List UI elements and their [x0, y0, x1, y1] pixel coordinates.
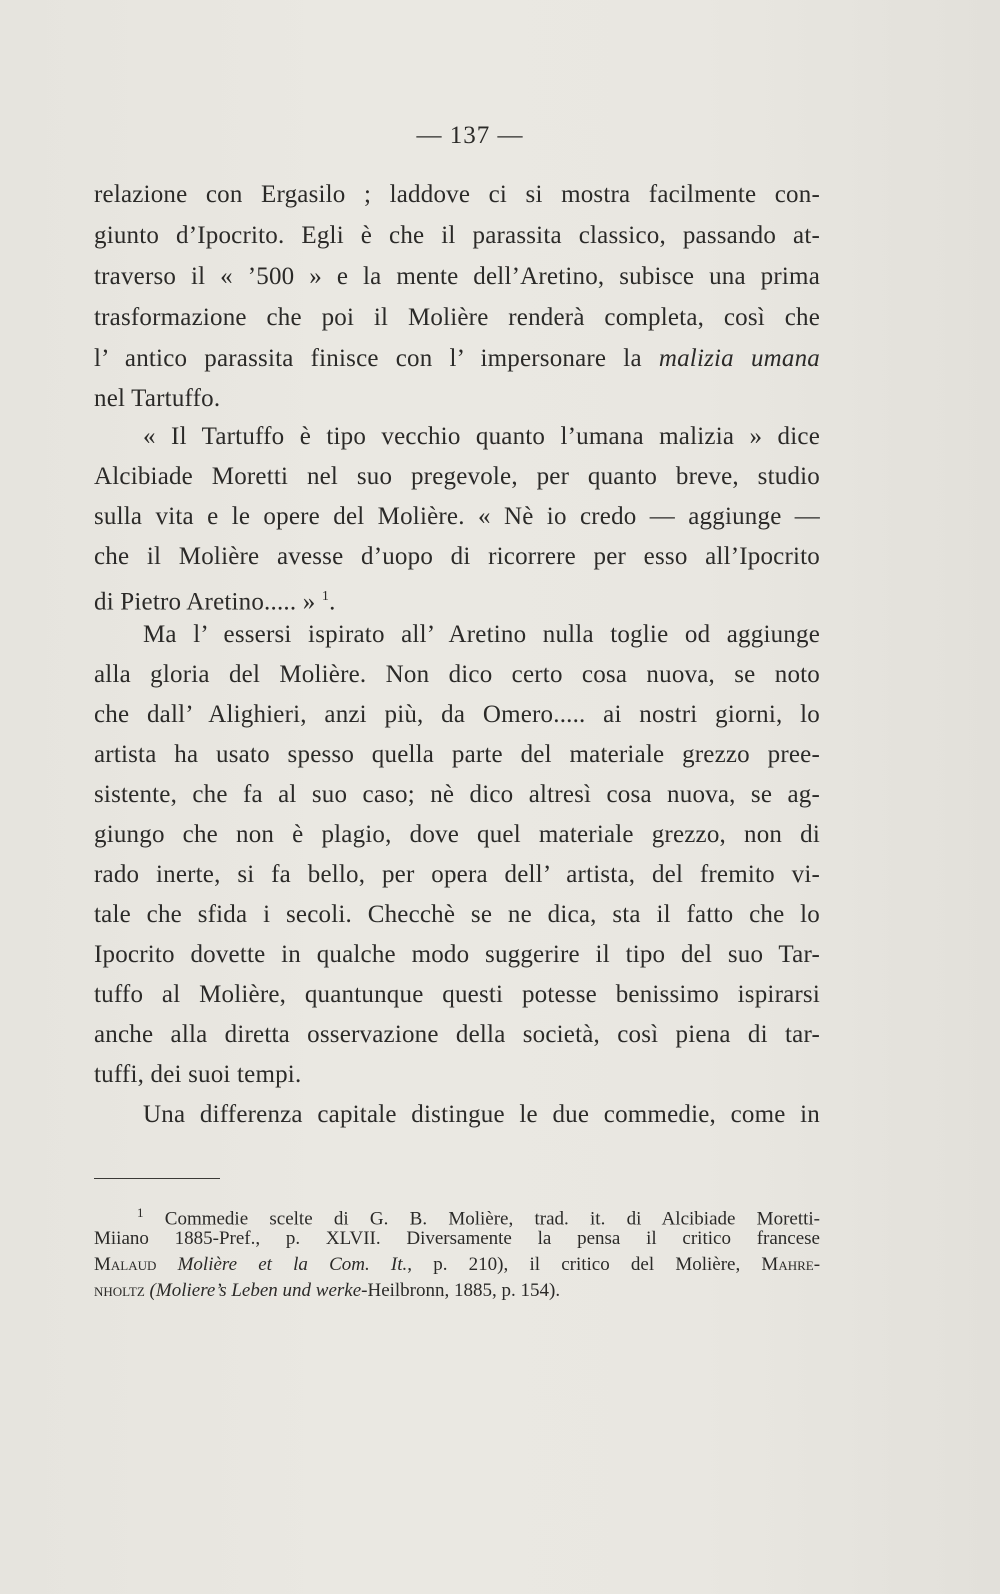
text-line: anche alla diretta osservazione della società, così piena di tar-	[94, 1021, 820, 1048]
author-name: nholtz	[94, 1280, 145, 1301]
footnote-line: Miiano 1885-Pref., p. XLVII. Diversamente la pensa il critico francese	[94, 1228, 820, 1249]
footnote-text: Commedie scelte di G. B. Molière, trad. it. di Alcibiade Moretti-	[164, 1208, 821, 1230]
footnote-line	[94, 1252, 820, 1278]
page-number: — 137 —	[416, 122, 524, 149]
text-line	[94, 582, 820, 617]
text-line: Ipocrito dovette in qualche modo suggerire il tipo del suo Tar-	[94, 941, 820, 968]
text-line	[94, 344, 820, 374]
text-line: relazione con Ergasilo ; laddove ci si mostra facilmente con-	[94, 181, 820, 208]
text-line: Ma l’ essersi ispirato all’ Aretino nulla toglie od aggiunge	[143, 621, 820, 648]
text-line: tuffo al Molière, quantunque questi potesse benissimo ispirarsi	[94, 981, 820, 1008]
text-line: giunto d’Ipocrito. Egli è che il parassita classico, passando at-	[94, 222, 820, 249]
text-line: Alcibiade Moretti nel suo pregevole, per quanto breve, studio	[94, 463, 820, 490]
footnote-line	[94, 1278, 820, 1304]
footnote-rule	[94, 1178, 220, 1179]
text-span: di Pietro Aretino..... »	[94, 588, 316, 616]
text-line: trasformazione che poi il Molière renderà completa, così che	[94, 304, 820, 331]
footnote-ref[interactable]: 1	[321, 589, 330, 604]
text-line: nel Tartuffo.	[94, 385, 221, 412]
text-line: artista ha usato spesso quella parte del materiale grezzo pree-	[94, 741, 820, 768]
text-line: rado inerte, si fa bello, per opera dell’ artista, del fremito vi-	[94, 861, 820, 888]
text-line: tuffi, dei suoi tempi.	[94, 1061, 302, 1088]
text-line: « Il Tartuffo è tipo vecchio quanto l’umana malizia » dice	[143, 423, 820, 450]
text-line: Una differenza capitale distingue le due commedie, come in	[143, 1101, 820, 1128]
text-span: l’ antico parassita finisce con l’ impersonare la	[94, 345, 642, 372]
text-span: .	[329, 588, 336, 616]
text-line: giungo che non è plagio, dove quel materiale grezzo, non di	[94, 821, 820, 848]
footnote-text: , p. 210), il critico del Molière,	[407, 1254, 741, 1275]
text-line: traverso il « ’500 » e la mente dell’Aretino, subisce una prima	[94, 263, 820, 290]
work-title: Molière et la Com. It.	[177, 1254, 408, 1275]
text-line: sistente, che fa al suo caso; nè dico altresì cosa nuova, se ag-	[94, 781, 820, 808]
author-name: Malaud	[94, 1254, 157, 1275]
italic-phrase: malizia umana	[658, 345, 821, 372]
author-name: Mahre-	[761, 1254, 821, 1275]
work-title: (Moliere’s Leben und werke	[149, 1280, 362, 1301]
text-line: che dall’ Alighieri, anzi più, da Omero..... ai nostri giorni, lo	[94, 701, 820, 728]
text-line: sulla vita e le opere del Molière. « Nè io credo — aggiunge —	[94, 503, 820, 530]
footnote-marker: 1	[137, 1205, 144, 1220]
text-line: alla gloria del Molière. Non dico certo cosa nuova, se noto	[94, 661, 820, 688]
text-line: tale che sfida i secoli. Checchè se ne dica, sta il fatto che lo	[94, 901, 820, 928]
text-line: che il Molière avesse d’uopo di ricorrere per esso all’Ipocrito	[94, 543, 820, 570]
footnote-text: -Heilbronn, 1885, p. 154).	[361, 1280, 561, 1301]
